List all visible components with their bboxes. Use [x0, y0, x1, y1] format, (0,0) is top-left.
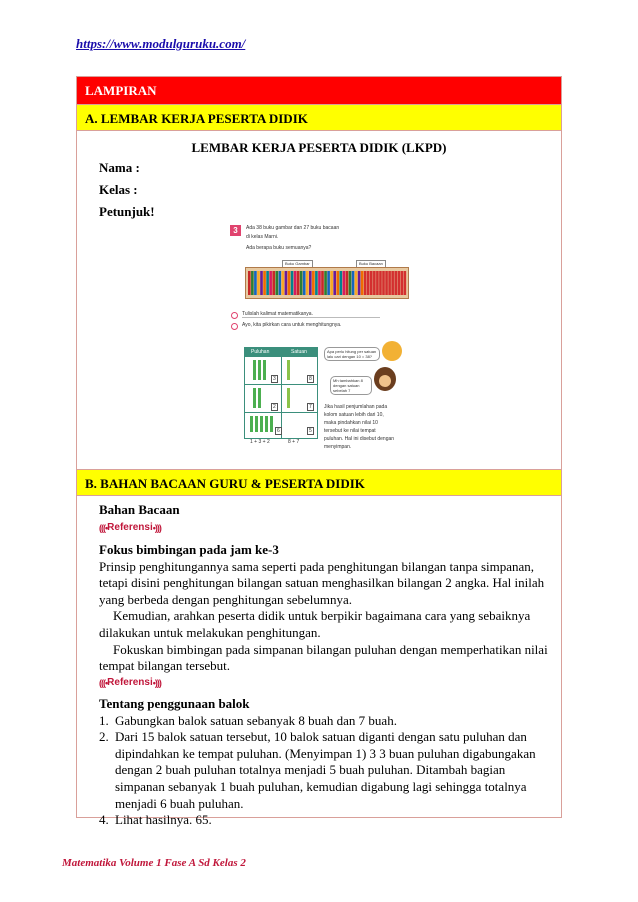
book-spine [385, 271, 388, 295]
question-line-3: Ada berapa buku semuanya? [246, 245, 312, 251]
field-nama: Nama : [99, 160, 140, 175]
cell-value-2: 2 [273, 404, 276, 410]
book-spine [394, 271, 397, 295]
book-spine [300, 271, 303, 295]
book-spine [336, 271, 339, 295]
book-spine [297, 271, 300, 295]
book-spine [315, 271, 318, 295]
task-1: Tulislah kalimat matematikanya. [242, 311, 380, 318]
signal-right-icon: •))) [152, 522, 161, 533]
book-spine [343, 271, 346, 295]
bubble-mid: Mh tambahkan 8 dengan satuan sebelah 7 [330, 376, 372, 395]
book-spine [324, 271, 327, 295]
book-spine [401, 271, 404, 295]
list-item [99, 729, 551, 812]
rule-note: Jika hasil penjumlahan pada kolom satuan lebih dari 10, maka pindahkan nilai 10 tersebut ke nilai tempat puluhan. Hal ini disebut dengan menyimpan. [324, 404, 395, 450]
book-spine [333, 271, 336, 295]
book-spine [364, 271, 367, 295]
referensi-label-1: Referensi [107, 522, 153, 533]
cell-value-7: 7 [309, 404, 312, 410]
task-2-bullet-icon [231, 323, 238, 330]
book-spine [391, 271, 394, 295]
book-spine [358, 271, 361, 295]
field-petunjuk: Petunjuk! [99, 204, 155, 219]
task-2: Ayo, kita pikirkan cara untuk menghitungnya. [242, 322, 342, 328]
book-spine [309, 271, 312, 295]
book-spine [279, 271, 282, 295]
task-1-bullet-icon [231, 312, 238, 319]
balok-block [99, 696, 551, 829]
bookshelf-image [245, 267, 409, 299]
book-spine [330, 271, 333, 295]
list-item [99, 713, 551, 730]
cell-value-5: 5 [309, 428, 312, 434]
fokus-title: Fokus bimbingan pada jam ke-3 [99, 542, 279, 557]
book-spine [340, 271, 343, 295]
place-value-grid [244, 347, 318, 439]
book-spine [251, 271, 254, 295]
cell-value-3: 3 [273, 376, 276, 382]
fokus-paragraph-3: Fokuskan bimbingan pada simpanan bilangan puluhan dengan memperhatikan nilai tempat bilangan tersebut. [99, 641, 548, 674]
referensi-badge-2 [99, 675, 161, 690]
calc-left: 1 + 3 + 2 [250, 439, 270, 445]
book-spine [275, 271, 278, 295]
book-spine [254, 271, 257, 295]
fokus-paragraph-2: Kemudian, arahkan peserta didik untuk berpikir bagaimana cara yang sebaiknya dilakukan untuk melakukan penghitungan. [99, 608, 531, 640]
balok-title: Tentang penggunaan balok [99, 696, 250, 711]
book-spine [303, 271, 306, 295]
book-spine [269, 271, 272, 295]
book-spine [263, 271, 266, 295]
book-spine [346, 271, 349, 295]
lkpd-title: LEMBAR KERJA PESERTA DIDIK (LKPD) [191, 140, 447, 155]
bahan-bacaan-label: Bahan Bacaan [99, 502, 180, 517]
book-spine [349, 271, 352, 295]
book-spine [376, 271, 379, 295]
step-number: 1. [99, 712, 109, 728]
book-spine [321, 271, 324, 295]
book-spine [260, 271, 263, 295]
book-spine [257, 271, 260, 295]
book-spine [352, 271, 355, 295]
textbook-illustration [228, 223, 418, 458]
problem-number-badge: 3 [230, 225, 241, 236]
question-line-2: di kelas Marni. [246, 234, 279, 240]
shelf-label-left: Buku Gambar [282, 260, 313, 268]
book-spine [285, 271, 288, 295]
book-spine [355, 271, 358, 295]
book-spine [272, 271, 275, 295]
book-spine [367, 271, 370, 295]
book-spine [282, 271, 285, 295]
section-a-heading: A. LEMBAR KERJA PESERTA DIDIK [77, 104, 561, 131]
referensi-badge-1 [99, 520, 161, 535]
lampiran-title: LAMPIRAN [77, 77, 561, 104]
signal-left-icon: (((• [99, 522, 108, 533]
bubble-top: Apa perlu hitung per satuan lalu cari dengan 10 = 38? [324, 347, 380, 361]
lampiran-frame [76, 76, 562, 828]
field-kelas: Kelas : [99, 182, 138, 197]
book-spine [291, 271, 294, 295]
book-spine [312, 271, 315, 295]
book-spine [248, 271, 251, 295]
signal-right-icon: •))) [152, 677, 161, 688]
section-b-heading: B. BAHAN BACAAN GURU & PESERTA DIDIK [77, 469, 561, 496]
book-spine [388, 271, 391, 295]
book-spine [318, 271, 321, 295]
question-line-1: Ada 38 buku gambar dan 27 buku bacaan [246, 225, 340, 231]
header-url-link[interactable]: https://www.modulguruku.com/ [76, 36, 246, 51]
footer-text: Matematika Volume 1 Fase A Sd Kelas 2 [62, 857, 246, 869]
cell-value-8: 8 [309, 376, 312, 382]
book-spine [288, 271, 291, 295]
book-spine [404, 271, 407, 295]
step-text: Dari 15 balok satuan tersebut, 10 balok satuan diganti dengan satu puluhan dan dipindahkan ke tempat puluhan. (Menyimpan 1) 3 3 buan puluhan digabungakan dengan 2 buah puluhan totalnya menjadi 5 buah puluhan. Ditambah bagian simpanan sebanyak 1 buah puluhan, kemudian digabung lagi sehingga totalnya menjadi 6 buah puluhan. [115, 729, 536, 811]
book-spine [397, 271, 400, 295]
shelf-label-right: Buku Bacaan [356, 260, 386, 268]
fokus-paragraph-1: Prinsip penghitungannya sama seperti pada penghitungan bilangan tanpa simpanan, tetapi disini penghitungan bilangan satuan menghasilkan bilangan 2 angka. Hal inilah yang berbeda dengan penghitungan sebelumnya. [99, 558, 545, 607]
cell-value-6: 6 [277, 428, 280, 434]
book-spine [373, 271, 376, 295]
book-spine [379, 271, 382, 295]
book-spine [266, 271, 269, 295]
col-puluhan: Puluhan [251, 349, 270, 355]
cat-character-icon [382, 341, 402, 361]
book-spine [327, 271, 330, 295]
step-number: 2. [99, 729, 109, 745]
signal-left-icon: (((• [99, 677, 108, 688]
calc-right: 8 + 7 [288, 439, 300, 445]
step-number: 4. [99, 812, 109, 828]
fokus-block [99, 542, 551, 675]
book-spine [370, 271, 373, 295]
referensi-label-2: Referensi [107, 677, 153, 688]
book-spine [361, 271, 364, 295]
books-svg [246, 268, 408, 298]
step-text: Lihat hasilnya. 65. [115, 812, 212, 828]
book-spine [294, 271, 297, 295]
book-spine [306, 271, 309, 295]
list-item [99, 812, 551, 829]
col-satuan: Satuan [291, 349, 307, 355]
book-spine [382, 271, 385, 295]
step-text: Gabungkan balok satuan sebanyak 8 buah dan 7 buah. [115, 712, 397, 728]
